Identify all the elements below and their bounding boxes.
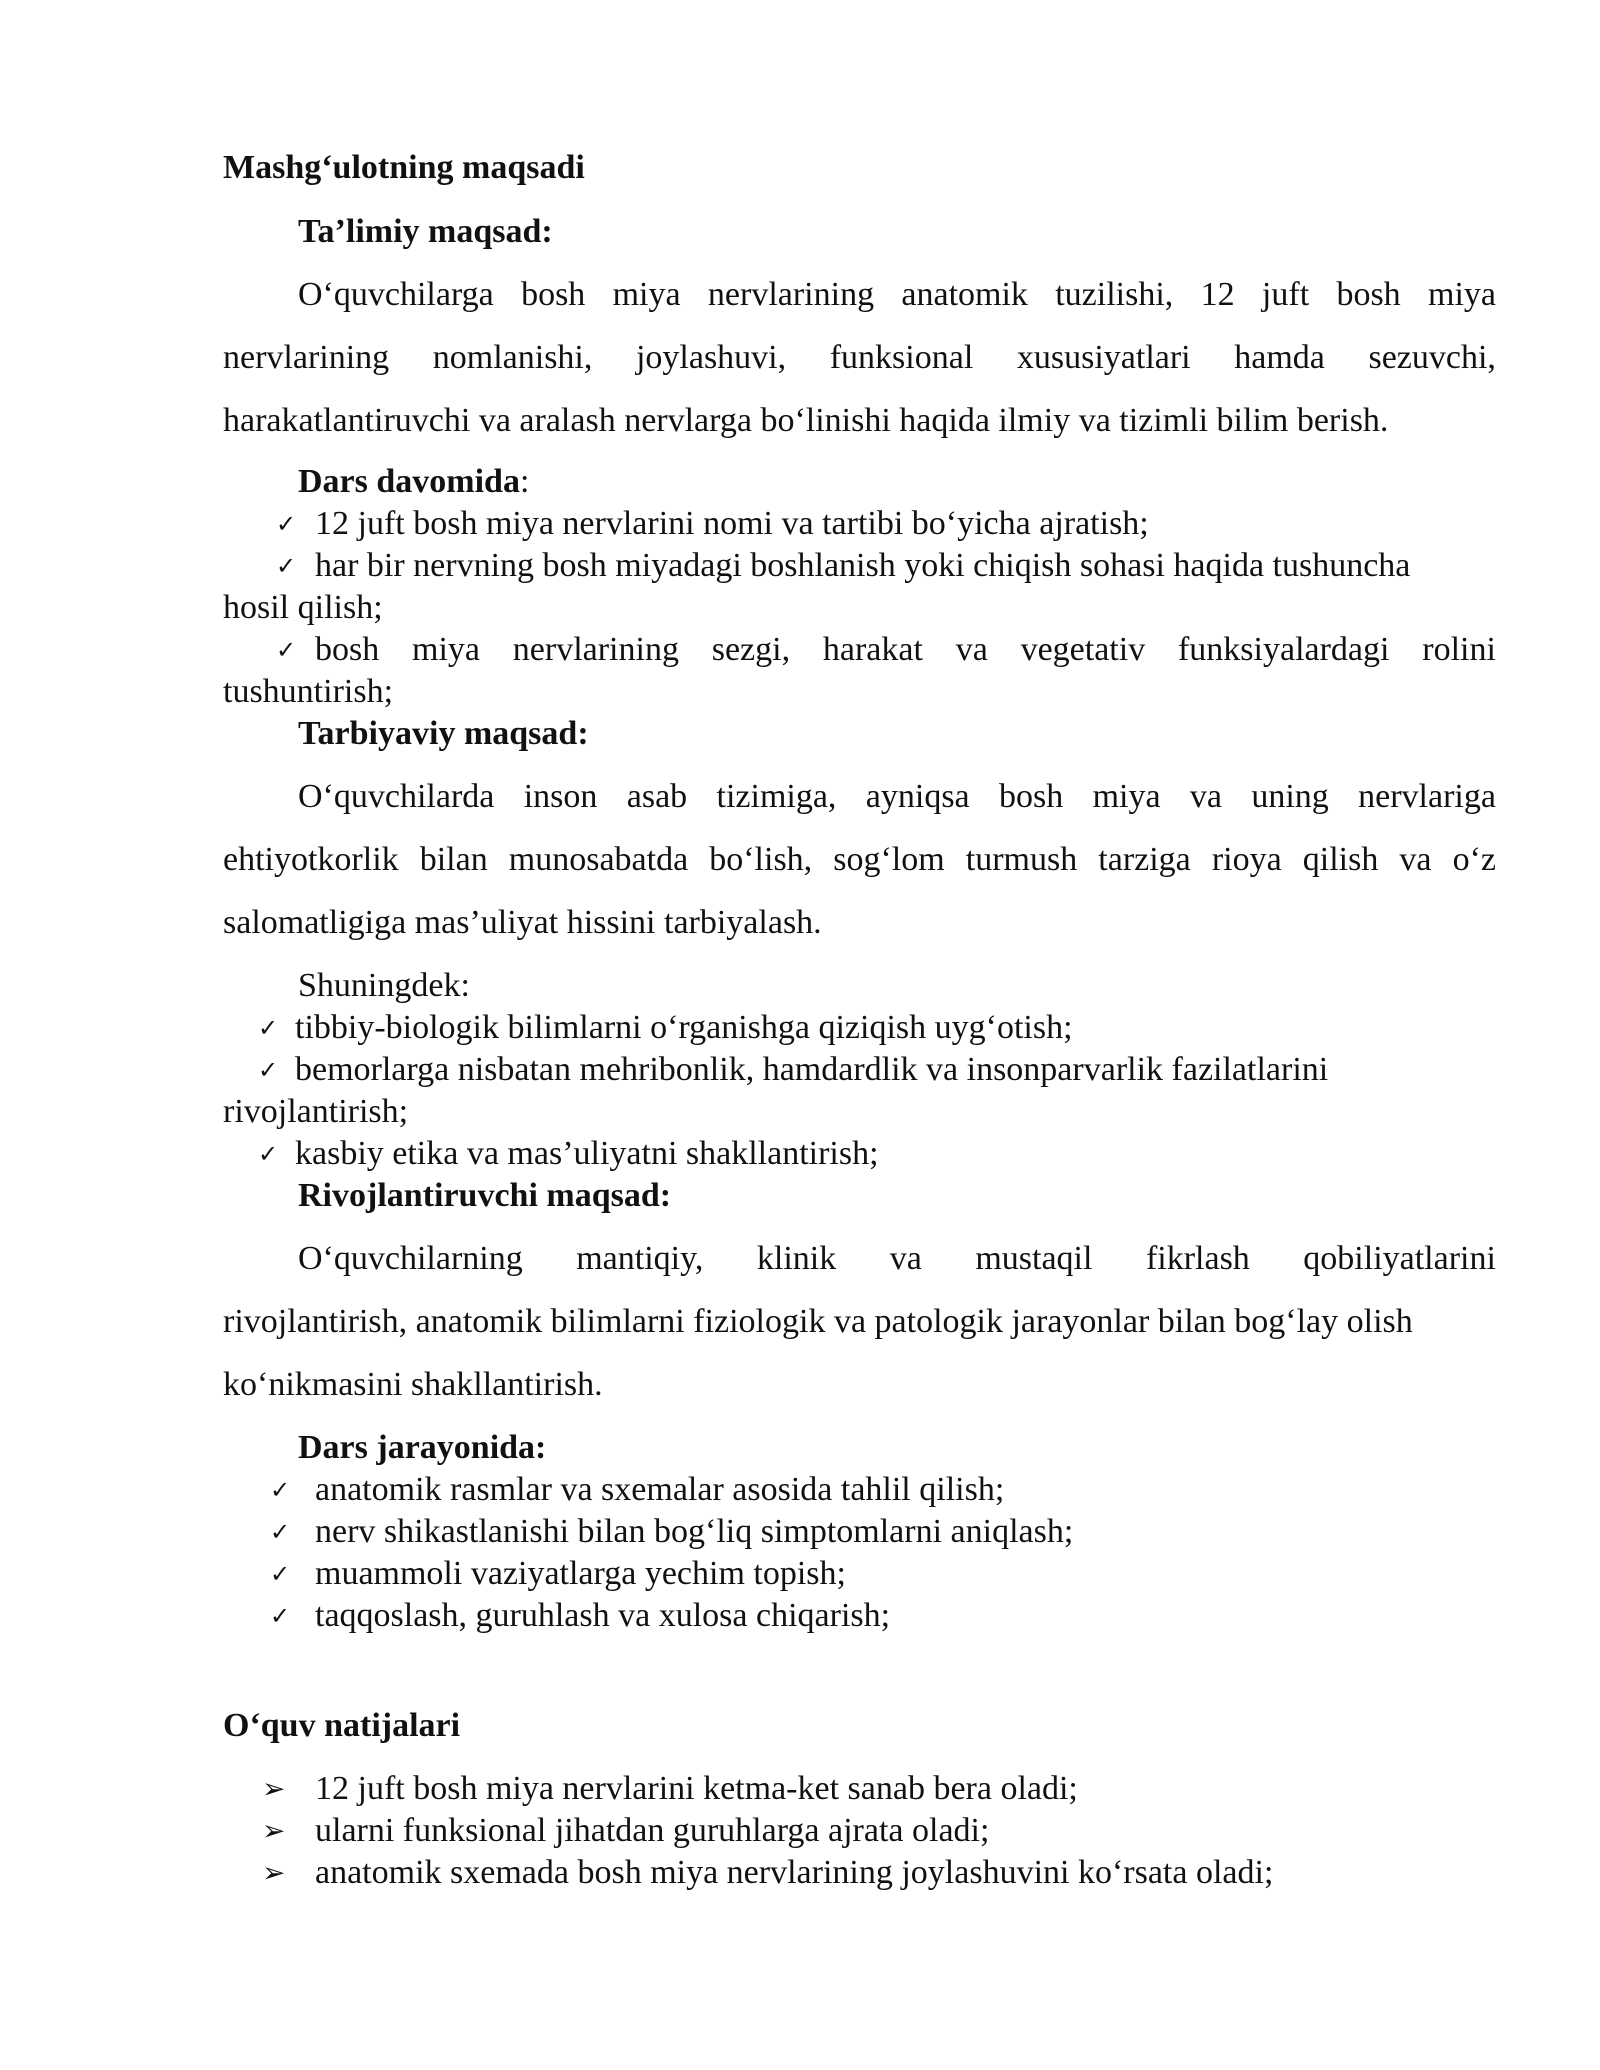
list-item: muammoli vaziyatlarga yechim topish; <box>315 1555 846 1592</box>
check-mark-icon: ✓ <box>276 510 297 538</box>
word: asab <box>626 778 688 815</box>
word: sezuvchi, <box>1368 339 1496 376</box>
word: tarziga <box>1098 841 1191 878</box>
word: hamda <box>1234 339 1325 376</box>
subheading-educational: Ta’limiy maqsad: <box>298 213 553 250</box>
list-item: tibbiy-biologik bilimlarni o‘rganishga qiziqish uyg‘otish; <box>295 1009 1073 1046</box>
word: tuzilishi, <box>1055 276 1174 313</box>
word: mustaqil <box>975 1240 1093 1277</box>
word: vegetativ <box>1020 631 1146 668</box>
list-item: 12 juft bosh miya nervlarini nomi va tartibi bo‘yicha ajratish; <box>315 505 1149 542</box>
check-mark-icon: ✓ <box>258 1140 279 1168</box>
word: bosh <box>521 276 586 313</box>
paragraph-line <box>223 840 1496 880</box>
list-item: anatomik sxemada bosh miya nervlarining joylashuvini ko‘rsata oladi; <box>315 1854 1274 1891</box>
word: turmush <box>965 841 1078 878</box>
word: ehtiyotkorlik <box>223 841 399 878</box>
paragraph-line <box>298 777 1496 817</box>
check-mark-icon: ✓ <box>258 1056 279 1084</box>
word: va <box>1189 778 1222 815</box>
word: nervlarining <box>707 276 875 313</box>
word: qilish <box>1302 841 1379 878</box>
check-mark-icon: ✓ <box>270 1476 291 1504</box>
list-item <box>315 630 1496 670</box>
arrowhead-bullet-icon: ➢ <box>262 1856 286 1889</box>
subheading-developmental: Rivojlantiruvchi maqsad: <box>298 1177 672 1214</box>
word: ayniqsa <box>865 778 970 815</box>
list-item-continuation: hosil qilish; <box>223 589 383 626</box>
also-label: Shuningdek: <box>298 967 470 1004</box>
word: O‘quvchilarga <box>298 276 494 313</box>
word: juft <box>1261 276 1310 313</box>
word: inson <box>523 778 598 815</box>
word: bosh <box>998 778 1064 815</box>
word: bo‘lish, <box>709 841 813 878</box>
word: sezgi, <box>711 631 791 668</box>
subheading-during <box>298 462 1496 502</box>
word: O‘quvchilarning <box>298 1240 523 1277</box>
list-item: nerv shikastlanishi bilan bog‘liq simptomlarni aniqlash; <box>315 1513 1074 1550</box>
word: bosh <box>1336 276 1401 313</box>
check-mark-icon: ✓ <box>270 1560 291 1588</box>
section-heading-goal: Mashg‘ulotning maqsadi <box>223 149 585 186</box>
paragraph-line <box>298 1239 1496 1279</box>
word: miya <box>1428 276 1496 313</box>
word: joylashuvi, <box>635 339 787 376</box>
paragraph-line: ko‘nikmasini shakllantirish. <box>223 1366 603 1403</box>
word: O‘quvchilarda <box>298 778 495 815</box>
word: xususiyatlari <box>1016 339 1191 376</box>
word: fikrlash <box>1145 1240 1250 1277</box>
paragraph-line: harakatlantiruvchi va aralash nervlarga bo‘linishi haqida ilmiy va tizimli bilim berish. <box>223 402 1389 439</box>
paragraph-line <box>298 275 1496 315</box>
word: munosabatda <box>508 841 689 878</box>
check-mark-icon: ✓ <box>276 636 297 664</box>
word: 12 <box>1200 276 1235 313</box>
word: funksional <box>829 339 974 376</box>
word: nomlanishi, <box>432 339 593 376</box>
word: klinik <box>756 1240 837 1277</box>
word: nervlariga <box>1358 778 1496 815</box>
list-item: taqqoslash, guruhlash va xulosa chiqarish; <box>315 1597 891 1634</box>
paragraph-line: rivojlantirish, anatomik bilimlarni fiziologik va patologik jarayonlar bilan bog‘lay olish <box>223 1303 1413 1340</box>
word: bilan <box>419 841 488 878</box>
word: tizimiga, <box>716 778 837 815</box>
list-item: har bir nervning bosh miyadagi boshlanish yoki chiqish sohasi haqida tushuncha <box>315 547 1411 584</box>
list-item-continuation: rivojlantirish; <box>223 1093 409 1130</box>
check-mark-icon: ✓ <box>276 552 297 580</box>
subheading-during-label: Dars davomida <box>298 463 520 500</box>
word: sog‘lom <box>833 841 945 878</box>
check-mark-icon: ✓ <box>258 1014 279 1042</box>
subheading-lesson-process: Dars jarayonida: <box>298 1429 547 1466</box>
word: bosh <box>315 631 380 668</box>
list-item-continuation: tushuntirish; <box>223 673 394 710</box>
word: miya <box>612 276 681 313</box>
list-item: ularni funksional jihatdan guruhlarga ajrata oladi; <box>315 1812 990 1849</box>
word: funksiyalardagi <box>1177 631 1390 668</box>
paragraph-line: salomatligiga mas’uliyat hissini tarbiyalash. <box>223 904 822 941</box>
paragraph-line <box>223 338 1496 378</box>
section-heading-outcomes: O‘quv natijalari <box>223 1707 461 1744</box>
word: harakat <box>822 631 923 668</box>
word: va <box>889 1240 922 1277</box>
word: rolini <box>1422 631 1496 668</box>
word: nervlarining <box>223 339 390 376</box>
check-mark-icon: ✓ <box>270 1518 291 1546</box>
subheading-during-colon: : <box>519 463 530 500</box>
list-item: bemorlarga nisbatan mehribonlik, hamdardlik va insonparvarlik fazilatlarini <box>295 1051 1329 1088</box>
word: nervlarining <box>512 631 679 668</box>
list-item: 12 juft bosh miya nervlarini ketma-ket sanab bera oladi; <box>315 1770 1078 1807</box>
word: va <box>1399 841 1432 878</box>
word: anatomik <box>901 276 1028 313</box>
word: qobiliyatlarini <box>1303 1240 1496 1277</box>
word: miya <box>412 631 480 668</box>
word: rioya <box>1211 841 1282 878</box>
list-item: anatomik rasmlar va sxemalar asosida tahlil qilish; <box>315 1471 1005 1508</box>
arrowhead-bullet-icon: ➢ <box>262 1772 286 1805</box>
word: o‘z <box>1452 841 1496 878</box>
word: va <box>955 631 988 668</box>
list-item: kasbiy etika va mas’uliyatni shakllantirish; <box>295 1135 879 1172</box>
check-mark-icon: ✓ <box>270 1602 291 1630</box>
word: mantiqiy, <box>576 1240 704 1277</box>
word: uning <box>1251 778 1329 815</box>
subheading-upbringing: Tarbiyaviy maqsad: <box>298 715 589 752</box>
word: miya <box>1092 778 1161 815</box>
arrowhead-bullet-icon: ➢ <box>262 1814 286 1847</box>
